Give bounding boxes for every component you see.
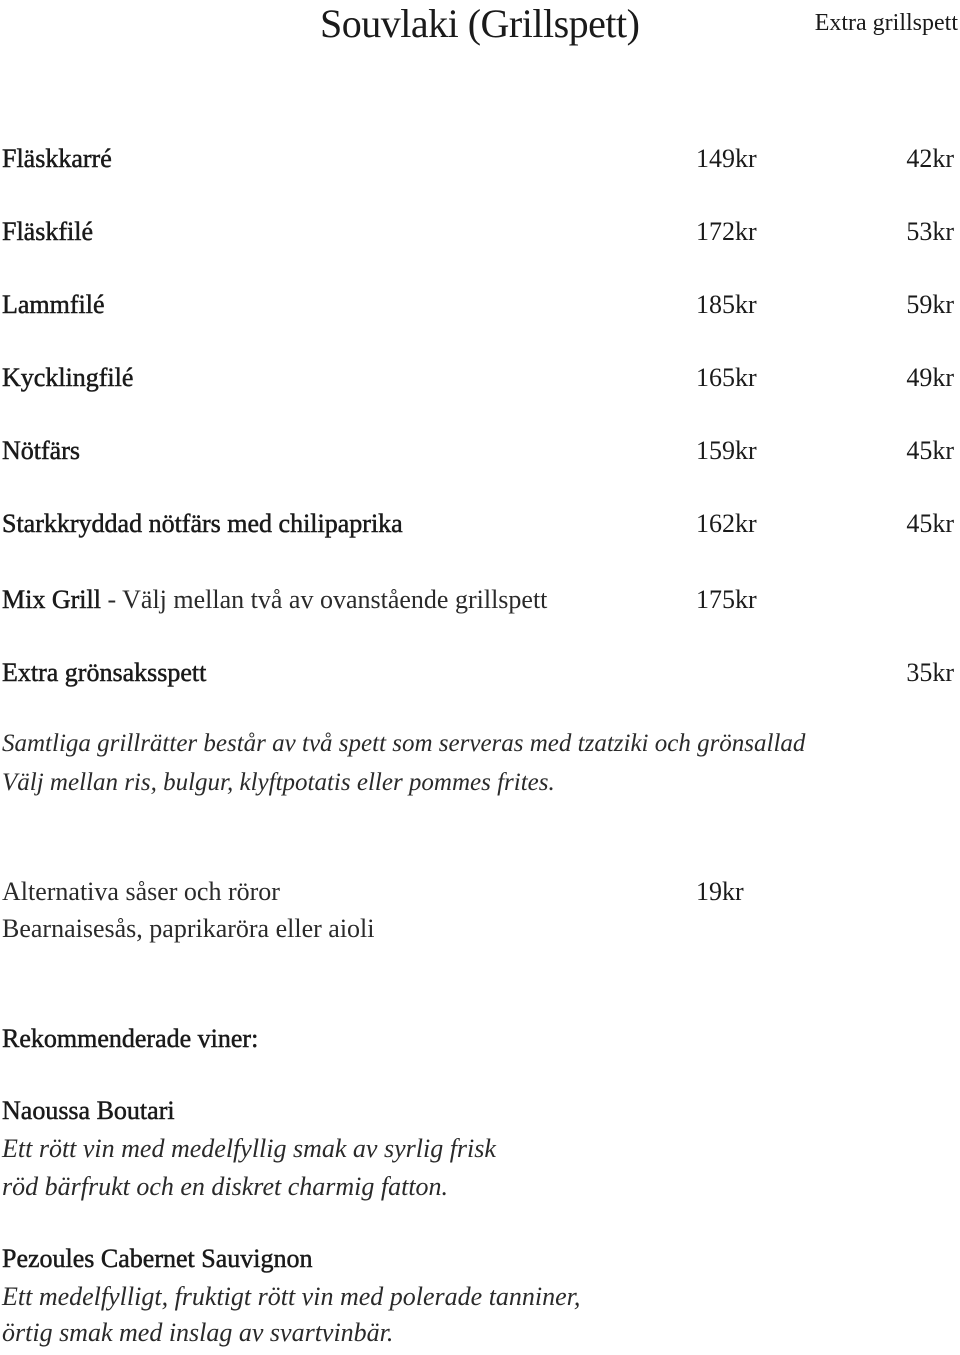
menu-item-name: Kycklingfilé [2,363,134,392]
menu-item-price: 159kr [696,436,757,465]
serving-note: Samtliga grillrätter består av två spett som serveras med tzatziki och grönsallad [2,730,806,757]
menu-item-extra-price: 59kr [906,290,954,319]
menu-item-extra-price: 45kr [906,436,954,465]
menu-item-name: Lammfilé [2,290,105,319]
wine-description: Ett medelfylligt, fruktigt rött vin med polerade tanniner, [2,1282,581,1311]
wine-name: Pezoules Cabernet Sauvignon [2,1244,313,1273]
menu-item-name: Fläskfilé [2,217,93,246]
menu-item-row [0,144,960,184]
menu-item-row [0,658,960,698]
menu-item-name: Extra grönsaksspett [2,658,207,687]
menu-item-extra-price: 35kr [906,658,954,687]
menu-item-price: 149kr [696,144,757,173]
menu-item-price: 165kr [696,363,757,392]
menu-item-extra-price: 53kr [906,217,954,246]
wine-name: Naoussa Boutari [2,1096,175,1125]
menu-item-extra-price: 49kr [906,363,954,392]
menu-item-row [0,363,960,403]
menu-item-row [0,217,960,257]
wine-description: röd bärfrukt och en diskret charmig fatton. [2,1172,449,1201]
menu-item-price: 172kr [696,217,757,246]
menu-item-name: Starkkryddad nötfärs med chilipaprika [2,509,403,538]
menu-item-extra-price: 45kr [906,509,954,538]
menu-item-row [0,290,960,330]
menu-item-row [0,436,960,476]
page-title: Souvlaki (Grillspett) [320,1,640,46]
wine-section-heading: Rekommenderade viner: [2,1024,259,1053]
menu-item-name: Fläskkarré [2,144,112,173]
wine-description: örtig smak med inslag av svartvinbär. [2,1318,394,1347]
sauce-price: 19kr [696,877,744,906]
menu-item-name: Mix Grill [2,585,101,614]
menu-item-name: Nötfärs [2,436,80,465]
sauce-options: Bearnaisesås, paprikaröra eller aioli [2,914,375,943]
menu-item-price: 162kr [696,509,757,538]
menu-item-row [0,585,960,625]
menu-item-price: 175kr [696,585,757,614]
menu-item-row [0,509,960,549]
menu-item-description: - Välj mellan två av ovanstående grillspett [100,585,548,614]
sauce-heading: Alternativa såser och röror [2,877,280,906]
extra-skewer-column-header: Extra grillspett [814,10,958,36]
menu-item-price: 185kr [696,290,757,319]
wine-description: Ett rött vin med medelfyllig smak av syrlig frisk [2,1134,496,1163]
menu-item-extra-price: 42kr [906,144,954,173]
side-choice-note: Välj mellan ris, bulgur, klyftpotatis eller pommes frites. [2,769,555,796]
